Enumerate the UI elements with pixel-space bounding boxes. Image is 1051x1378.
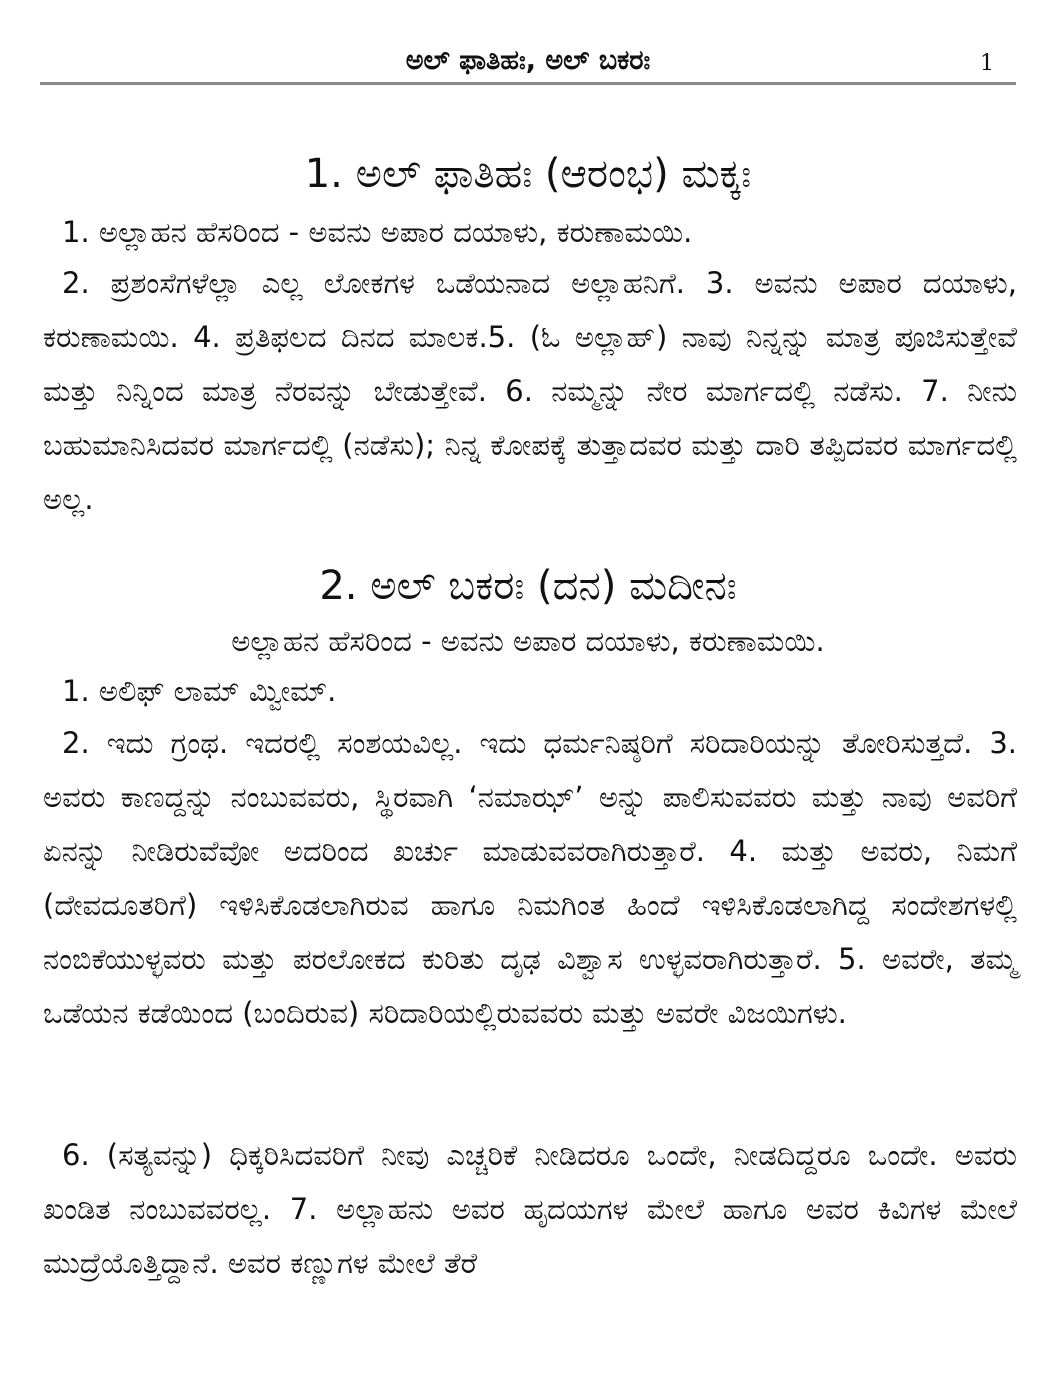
page-number: 1 — [980, 51, 994, 76]
chapter-title-1: 1. ಅಲ್ ಫಾತಿಹಃ (ಆರಂಭ) ಮಕ್ಕಃ — [304, 151, 752, 197]
chapter-1-verses-2-7: 2. ಪ್ರಶಂಸೆಗಳೆಲ್ಲಾ ಎಲ್ಲ ಲೋಕಗಳ ಒಡೆಯನಾದ ಅಲ್ಲಾಹನಿಗೆ. 3. ಅವನು ಅಪಾರ ದಯಾಳು, ಕರುಣಾಮಯಿ. 4. ಪ್ರತಿಫಲದ ದಿನದ ಮಾಲಕ.5. (ಓ ಅಲ್ಲಾಹ್) ನಾವು ನಿನ್ನನ್ನು ಮಾತ್ರ ಪೂಜಿಸುತ್ತೇವೆ ಮತ್ತು ನಿನ್ನಿಂದ ಮಾತ್ರ ನೆರವನ್ನು ಬೇಡುತ್ತೇವೆ. 6. ನಮ್ಮನ್ನು ನೇರ ಮಾರ್ಗದಲ್ಲಿ ನಡೆಸು. 7. ನೀನು ಬಹುಮಾನಿಸಿದವರ ಮಾರ್ಗದಲ್ಲಿ (ನಡೆಸು); ನಿನ್ನ ಕೋಪಕ್ಕೆ ತುತ್ತಾದವರ ಮತ್ತು ದಾರಿ ತಪ್ಪಿದವರ ಮಾರ್ಗದಲ್ಲಿ ಅಲ್ಲ. — [43, 266, 1017, 516]
bismillah-line: ಅಲ್ಲಾಹನ ಹೆಸರಿಂದ - ಅವನು ಅಪಾರ ದಯಾಳು, ಕರುಣಾಮಯಿ. — [231, 624, 825, 658]
chapter-title-2: 2. ಅಲ್ ಬಕರಃ (ದನ) ಮದೀನಃ — [319, 563, 737, 609]
running-title: ಅಲ್ ಫಾತಿಹಃ, ಅಲ್ ಬಕರಃ — [405, 45, 651, 76]
chapter-2-verses-6-7: 6. (ಸತ್ಯವನ್ನು) ಧಿಕ್ಕರಿಸಿದವರಿಗೆ ನೀವು ಎಚ್ಚರಿಕೆ ನೀಡಿದರೂ ಒಂದೇ, ನೀಡದಿದ್ದರೂ ಒಂದೇ. ಅವರು ಖಂಡಿತ ನಂಬುವವರಲ್ಲ. 7. ಅಲ್ಲಾಹನು ಅವರ ಹೃದಯಗಳ ಮೇಲೆ ಹಾಗೂ ಅವರ ಕಿವಿಗಳ ಮೇಲೆ ಮುದ್ರೆಯೊತ್ತಿದ್ದಾನೆ. ಅವರ ಕಣ್ಣುಗಳ ಮೇಲೆ ತೆರೆ — [43, 1138, 1017, 1280]
running-header — [40, 38, 1016, 85]
chapter-2-verses-2-5: 2. ಇದು ಗ್ರಂಥ. ಇದರಲ್ಲಿ ಸಂಶಯವಿಲ್ಲ. ಇದು ಧರ್ಮನಿಷ್ಠರಿಗೆ ಸರಿದಾರಿಯನ್ನು ತೋರಿಸುತ್ತದೆ. 3. ಅವರು ಕಾಣದ್ದನ್ನು ನಂಬುವವರು, ಸ್ಥಿರವಾಗಿ ‘ನಮಾಝ್’ ಅನ್ನು ಪಾಲಿಸುವವರು ಮತ್ತು ನಾವು ಅವರಿಗೆ ಏನನ್ನು ನೀಡಿರುವೆವೋ ಅದರಿಂದ ಖರ್ಚು ಮಾಡುವವರಾಗಿರುತ್ತಾರೆ. 4. ಮತ್ತು ಅವರು, ನಿಮಗೆ (ದೇವದೂತರಿಗೆ) ಇಳಿಸಿಕೊಡಲಾಗಿರುವ ಹಾಗೂ ನಿಮಗಿಂತ ಹಿಂದೆ ಇಳಿಸಿಕೊಡಲಾಗಿದ್ದ ಸಂದೇಶಗಳಲ್ಲಿ ನಂಬಿಕೆಯುಳ್ಳವರು ಮತ್ತು ಪರಲೋಕದ ಕುರಿತು ದೃಢ ವಿಶ್ವಾಸ ಉಳ್ಳವರಾಗಿರುತ್ತಾರೆ. 5. ಅವರೇ, ತಮ್ಮ ಒಡೆಯನ ಕಡೆಯಿಂದ (ಬಂದಿರುವ) ಸರಿದಾರಿಯಲ್ಲಿರುವವರು ಮತ್ತು ಅವರೇ ವಿಜಯಿಗಳು. — [43, 726, 1017, 1030]
chapter-2-verse-1: 1. ಅಲಿಫ್ ಲಾಮ್ ಮ್ವೀಮ್. — [62, 674, 337, 708]
chapter-1-verse-1: 1. ಅಲ್ಲಾಹನ ಹೆಸರಿಂದ - ಅವನು ಅಪಾರ ದಯಾಳು, ಕರುಣಾಮಯಿ. — [62, 215, 693, 249]
